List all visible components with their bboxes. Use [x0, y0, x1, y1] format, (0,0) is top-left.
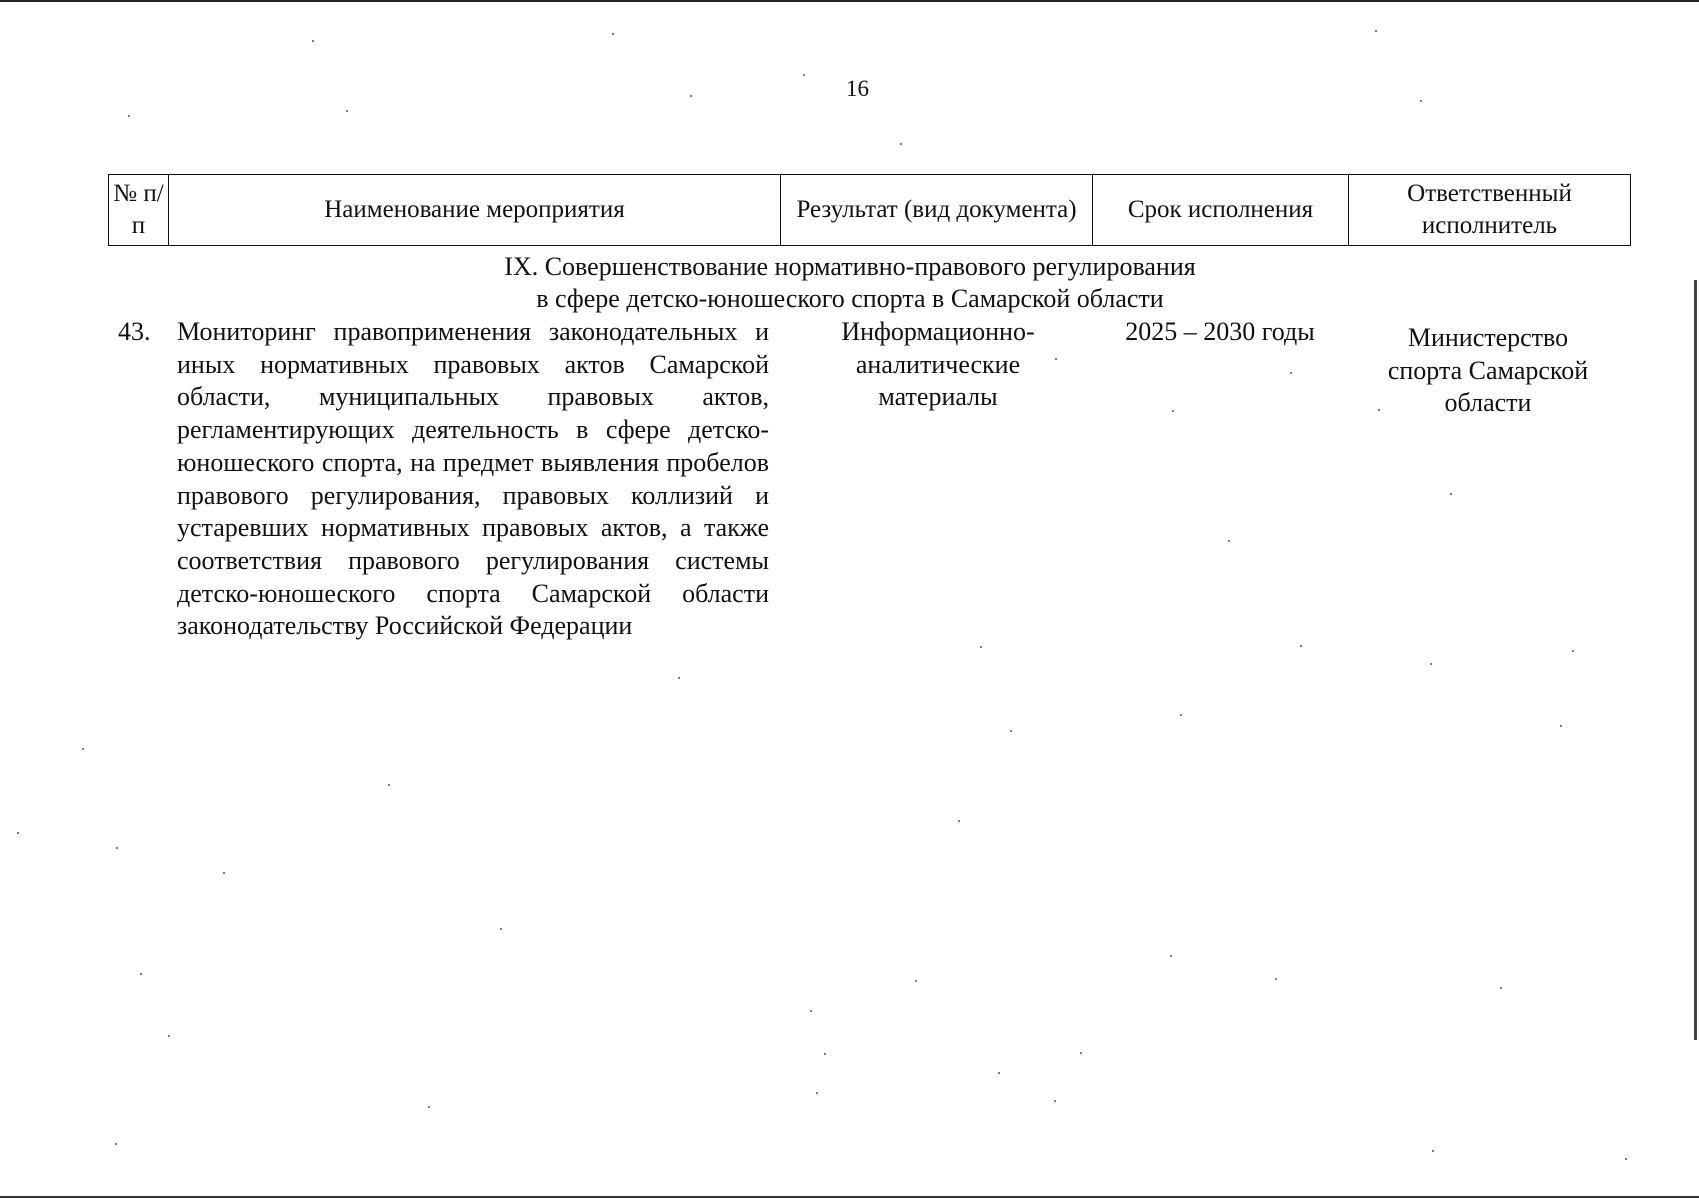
section-title-line-2: в сфере детско-юношеского спорта в Самарской области — [536, 284, 1164, 313]
row-activity-name: Мониторинг правоприменения законодательных и иных нормативных правовых актов Самарской области, муниципальных правовых актов, регламентирующих деятельность в сфере детско-юношеского спорта, на предмет выявления пробелов правового регулирования, правовых коллизий и устаревших нормативных правовых актов, а также соответствия правового регулирования системы детско-юношеского спорта Самарской области законодательству Российской Федерации — [177, 317, 769, 641]
row-number: 43. — [118, 317, 151, 346]
header-term: Срок исполнения — [1093, 175, 1349, 246]
header-num: № п/п — [109, 175, 169, 246]
table-header — [108, 174, 1631, 246]
header-result: Результат (вид документа) — [781, 175, 1093, 246]
scan-right-border — [1694, 280, 1697, 1040]
row-result: Информационно-аналитические материалы — [841, 317, 1035, 412]
page-number: 16 — [846, 76, 869, 101]
header-responsible: Ответственный исполнитель — [1349, 175, 1631, 246]
section-title-line-1: IX. Совершенствование нормативно-правового регулирования — [504, 252, 1196, 281]
section-title — [300, 251, 1400, 315]
table-header-row — [109, 175, 1631, 246]
row-responsible: Министерство спорта Самарской области — [1387, 323, 1589, 418]
scan-top-border — [0, 0, 1699, 2]
row-term: 2025 – 2030 годы — [1125, 317, 1315, 346]
scan-bottom-border — [0, 1196, 1699, 1198]
header-name: Наименование мероприятия — [169, 175, 781, 246]
